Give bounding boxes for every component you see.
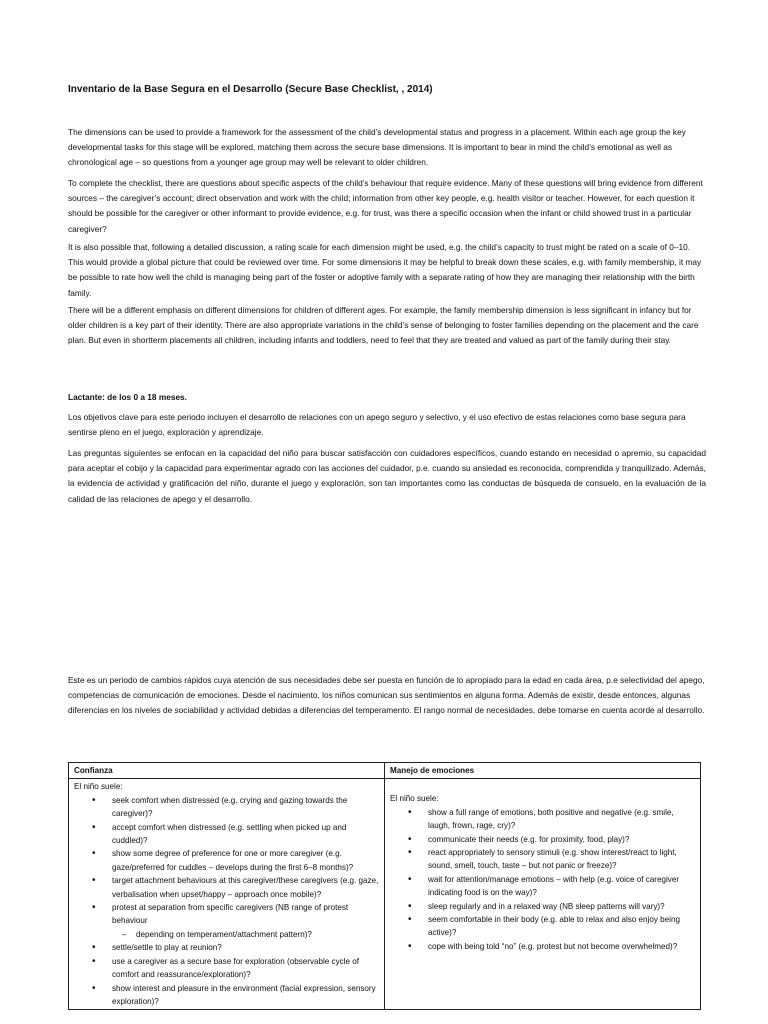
checklist-table [68,762,701,1010]
list-item: • sleep regularly and in a relaxed way (NB sleep patterns will vary)? [428,900,695,913]
list-item-text: protest at separation from specific caregivers (NB range of protest behaviour [112,903,349,926]
confianza-list [74,794,379,1009]
list-item: • react appropriately to sensory stimuli (e.g. show interest/react to light, sound, smell, touch, taste – but not panic or freeze)? [428,846,695,873]
list-item: • show some degree of preference for one or more caregiver (e.g. gaze/preferred for cuddles – develops during the first 6–8 months)? [112,847,379,874]
spanish-paragraph-1: Los objetivos clave para este periodo incluyen el desarrollo de relaciones con un apego seguro y selectivo, y el uso efectivo de estas relaciones como base segura para sentirse pleno en el juego, exploración y aprendizaje. [68,412,686,438]
section-heading: Lactante: de los 0 a 18 meses. [68,392,187,402]
intro-paragraph-3: It is also possible that, following a detailed discussion, a rating scale for each dimension might be used, e.g. the child’s capacity to trust might be rated on a scale of 0–10. This would provide a global picture that could be reviewed over time. For some dimensions it may be helpful to break down these scales, e.g. with family membership, it may be possible to rate how well the child is managing being part of the foster or adoptive family with a separate rating of how they are managing their relationship with the birth family. [68,242,702,298]
list-item [112,901,379,941]
confianza-intro: El niño suele: [74,782,123,792]
manejo-intro: El niño suele: [390,794,439,804]
intro-paragraph-1: The dimensions can be used to provide a framework for the assessment of the child’s developmental status and progress in a placement. Within each age group the key developmental tasks for this stage will be explored, matching them across the secure base dimensions. It is important to bear in mind the child’s emotional as well as chronological age – so questions from a younger age group may well be relevant to older children. [68,127,686,168]
manejo-emociones-cell [385,779,701,1010]
spanish-paragraph-2: Las preguntas siguientes se enfocan en la capacidad del niño para buscar satisfacción con cuidadores específicos, cuando estando en necesidad o apremio, su capacidad para aceptar el cobijo y la capacidad para experimentar agrado con las acciones del cuidador, p.e. cuando su ansiedad es reconocida, comprendida y tranquilizado. Además, la evidencia de actividad y gratificación del niño, durante el juego y exploración, son tan importantes como las conductas de búsqueda de consuelo, en la evaluación de la calidad de las relaciones de apego y el desarrollo. [68,448,706,504]
list-item: • seem comfortable in their body (e.g. able to relax and also enjoy being active)? [428,913,695,940]
list-item: • settle/settle to play at reunion? [112,941,379,954]
intro-paragraph-2: To complete the checklist, there are questions about specific aspects of the child’s behaviour that require evidence. Many of these questions will bring evidence from different sources – the caregiver’s account; direct observation and work with the child; information from other key people, e.g. health visitor or teacher. However, for each question it should be possible for the caregiver or other informant to provide evidence, e.g. for trust, was there a specific occasion when the infant or child showed trust in a particular caregiver? [68,178,703,234]
spanish-paragraph-3: Este es un periodo de cambios rápidos cuya atención de sus necesidades debe ser puesta en función de lo apropiado para la edad en cada área, p.e selectividad del apego, competencias de comunicación de emociones. Desde el nacimiento, los niños comunican sus sentimientos en alguna forma. Además de existir, desde entonces, algunas diferencias en los niveles de sociabilidad y actividad debidas a diferencias del temperamento. El rango normal de necesidades, debe tomarse en cuenta acorde al desarrollo. [68,675,705,716]
table-body-row [69,779,701,1010]
confianza-cell [69,779,385,1010]
intro-paragraph-4: There will be a different emphasis on different dimensions for children of different ages. For example, the family membership dimension is less significant in infancy but for older children is a key part of their identity. There are also appropriate variations in the child’s sense of belonging to foster families depending on the placement and the care plan. But even in shortterm placements all children, including infants and toddlers, need to feel that they are treated and valued as part of the family during their stay. [68,305,699,346]
list-item: • wait for attention/manage emotions – with help (e.g. voice of caregiver indicating food is on the way)? [428,873,695,900]
list-item: • accept comfort when distressed (e.g. settling when picked up and cuddled)? [112,821,379,848]
header-confianza: Confianza [69,763,385,779]
header-manejo-emociones: Manejo de emociones [385,763,701,779]
list-item: • show a full range of emotions, both positive and negative (e.g. smile, laugh, frown, rage, cry)? [428,806,695,833]
manejo-list [390,806,695,953]
document-title: Inventario de la Base Segura en el Desarrollo (Secure Base Checklist, , 2014) [68,84,433,95]
sub-list-item: – depending on temperament/attachment pattern)? [136,928,379,941]
list-item: • target attachment behaviours at this caregiver/these caregivers (e.g. gaze, verbalisation when upset/happy – approach once mobile)? [112,874,379,901]
list-item: • use a caregiver as a secure base for exploration (observable cycle of comfort and reassurance/exploration)? [112,955,379,982]
list-item: • communicate their needs (e.g. for proximity, food, play)? [428,833,695,846]
sub-list [112,928,379,941]
list-item: • show interest and pleasure in the environment (facial expression, sensory exploration)? [112,982,379,1009]
list-item: • seek comfort when distressed (e.g. crying and gazing towards the caregiver)? [112,794,379,821]
list-item: • cope with being told “no” (e.g. protest but not become overwhelmed)? [428,940,695,953]
table-header-row [69,763,701,779]
